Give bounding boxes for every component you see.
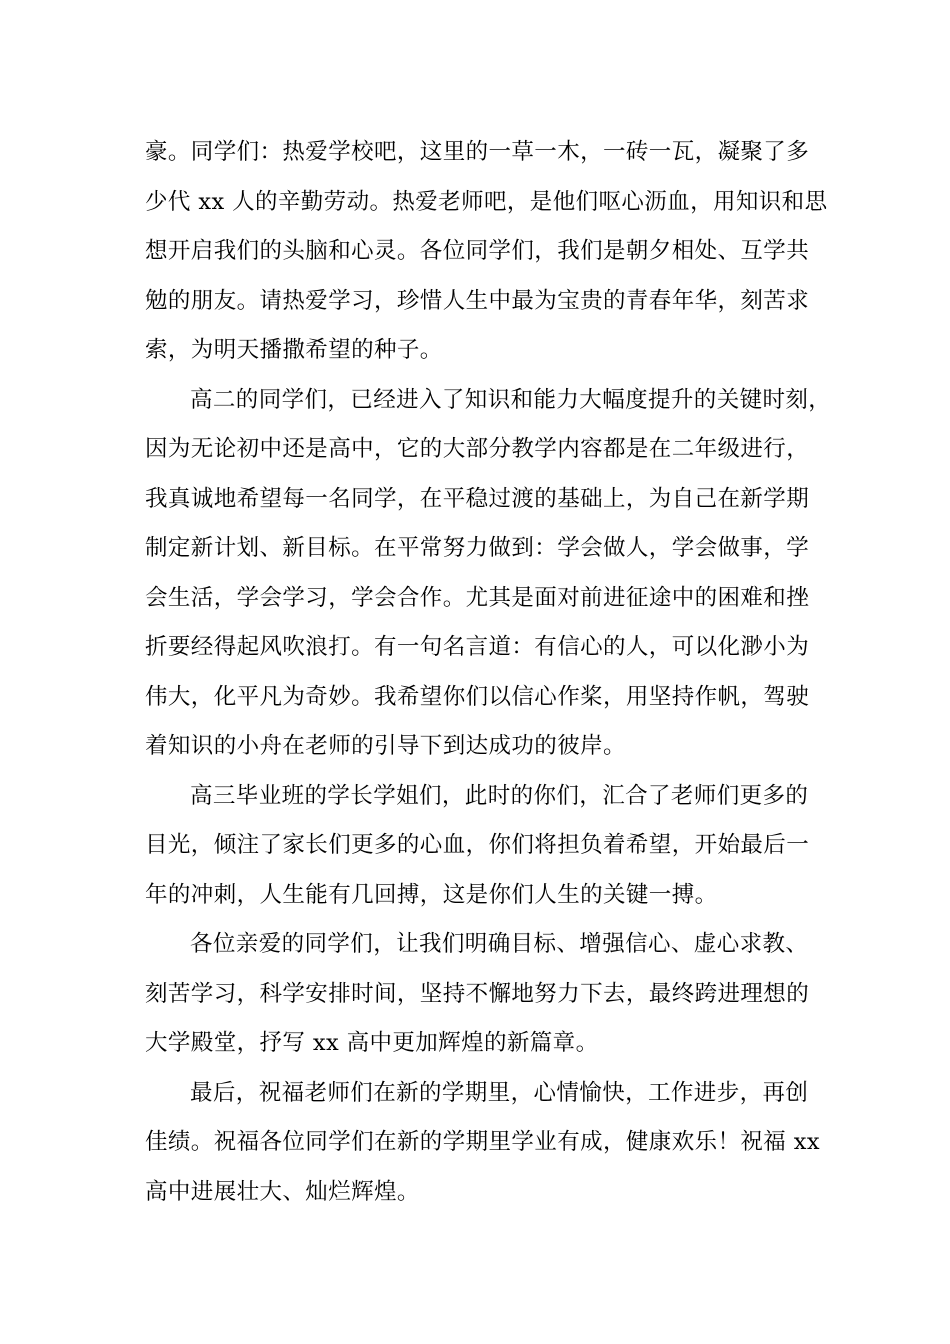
text-line: 刻苦学习，科学安排时间，坚持不懈地努力下去，最终跨进理想的	[145, 980, 810, 1007]
text-line: 想开启我们的头脑和心灵。各位同学们，我们是朝夕相处、互学共	[145, 238, 810, 264]
paragraph-first-line: 各位亲爱的同学们，让我们明确目标、增强信心、虚心求教、	[190, 931, 809, 957]
text-line: 伟大，化平凡为奇妙。我希望你们以信心作桨，用坚持作帆，驾驶	[145, 683, 810, 710]
text-line: 着知识的小舟在老师的引导下到达成功的彼岸。	[145, 733, 626, 759]
text-line: 会生活，学会学习，学会合作。尤其是面对前进征途中的困难和挫	[145, 584, 810, 611]
paragraph-first-line: 高三毕业班的学长学姐们，此时的你们，汇合了老师们更多的	[190, 782, 809, 809]
text-line: 因为无论初中还是高中，它的大部分教学内容都是在二年级进行，	[145, 436, 810, 462]
text-line: 折要经得起风吹浪打。有一句名言道：有信心的人，可以化渺小为	[145, 634, 810, 660]
text-line: 佳绩。祝福各位同学们在新的学期里学业有成，健康欢乐！祝福 xx	[145, 1129, 820, 1155]
text-line: 年的冲刺，人生能有几回搏，这是你们人生的关键一搏。	[145, 881, 718, 908]
paragraph-first-line: 高二的同学们，已经进入了知识和能力大幅度提升的关键时刻，	[190, 386, 832, 413]
text-line: 目光，倾注了家长们更多的心血，你们将担负着希望，开始最后一	[145, 832, 810, 858]
text-line: 我真诚地希望每一名同学，在平稳过渡的基础上，为自己在新学期	[145, 485, 810, 512]
text-line: 索，为明天播撒希望的种子。	[145, 337, 443, 363]
paragraph-first-line: 最后，祝福老师们在新的学期里，心情愉快，工作进步，再创	[190, 1079, 809, 1106]
text-line: 豪。同学们：热爱学校吧，这里的一草一木，一砖一瓦，凝聚了多	[145, 139, 810, 165]
text-line: 制定新计划、新目标。在平常努力做到：学会做人，学会做事，学	[145, 535, 810, 561]
text-line: 勉的朋友。请热爱学习，珍惜人生中最为宝贵的青春年华，刻苦求	[145, 287, 810, 314]
document-body	[145, 128, 832, 1217]
text-line: 大学殿堂，抒写 xx 高中更加辉煌的新篇章。	[145, 1030, 599, 1056]
text-line: 高中进展壮大、灿烂辉煌。	[145, 1178, 420, 1205]
text-line: 少代 xx 人的辛勤劳动。热爱老师吧，是他们呕心沥血，用知识和思	[145, 188, 828, 215]
